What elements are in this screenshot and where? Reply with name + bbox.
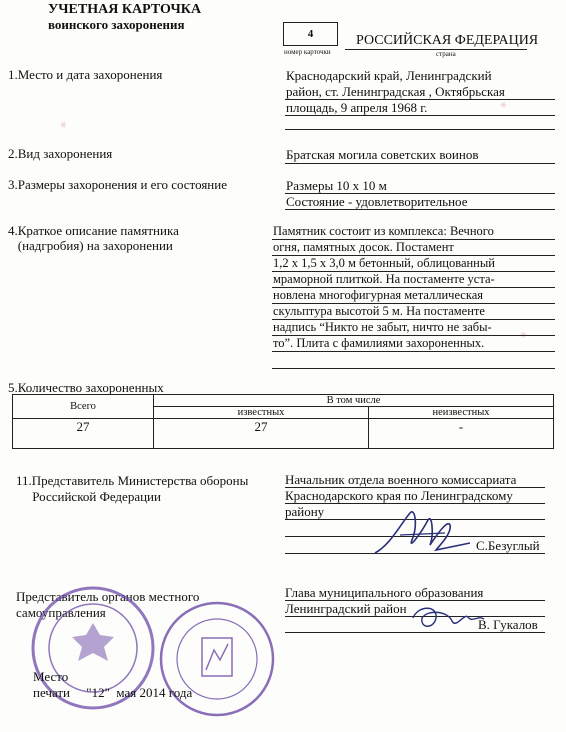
place-line: площадь, 9 апреля 1968 г.	[286, 100, 428, 115]
card-title: УЧЕТНАЯ КАРТОЧКА	[48, 2, 202, 17]
card-number-box	[283, 22, 338, 46]
size-line: Состояние - удовлетворительное	[286, 194, 468, 209]
description-line: надпись “Никто не забыт, ничто не забы-	[273, 320, 492, 334]
count-header-including: В том числе	[154, 395, 554, 407]
rule	[272, 287, 555, 288]
card-number: 4	[307, 28, 314, 40]
watermark: ✶	[57, 118, 70, 132]
description-line: 1,2 х 1,5 х 3,0 м бетонный, облицованный	[273, 256, 495, 270]
place-label: 1.Место и дата захоронения	[8, 67, 163, 82]
kind-label: 2.Вид захоронения	[8, 146, 113, 161]
count-header-unknown: неизвестных	[369, 407, 554, 419]
mod-title-line: Краснодарского края по Ленинградскому	[285, 488, 513, 503]
rule	[285, 115, 555, 116]
description-line: Памятник состоит из комплекса: Вечного	[273, 224, 494, 238]
local-signature	[408, 603, 488, 633]
count-total: 27	[13, 419, 154, 449]
description-line: мраморной плиткой. На постаменте уста-	[273, 272, 495, 286]
count-header-known: известных	[154, 407, 369, 419]
card-subtitle: воинского захоронения	[48, 17, 185, 32]
rule	[272, 335, 555, 336]
rule	[285, 163, 555, 164]
local-label-line: Представитель органов местного	[16, 589, 200, 604]
mod-title-line: району	[285, 504, 325, 519]
local-name: В. Гукалов	[478, 617, 538, 632]
rule	[285, 209, 555, 210]
rule	[272, 271, 555, 272]
rule	[285, 600, 545, 601]
count-unknown: -	[369, 419, 554, 449]
local-label-line: самоуправления	[16, 605, 106, 620]
rule	[285, 193, 555, 194]
description-line: скульптура высотой 5 м. На постаменте	[273, 304, 485, 318]
mod-label-line: Российской Федерации	[16, 489, 161, 504]
rule	[272, 239, 555, 240]
description-label-line: 4.Краткое описание памятника	[8, 223, 179, 238]
country-value: РОССИЙСКАЯ ФЕДЕРАЦИЯ	[356, 33, 539, 48]
stamp-place-label: Место	[33, 669, 69, 684]
kind-value: Братская могила советских воинов	[286, 147, 479, 162]
mod-title-line: Начальник отдела военного комиссариата	[285, 472, 517, 487]
rule	[285, 99, 555, 100]
description-line: то”. Плита с фамилиями захороненных.	[273, 336, 485, 350]
rule	[272, 255, 555, 256]
description-line: новлена многофигурная металлическая	[273, 288, 484, 302]
mod-label-line: 11.Представитель Министерства обороны	[16, 473, 249, 488]
rule	[272, 351, 555, 352]
local-title-line: Ленинградский район	[285, 601, 407, 616]
watermark: ✶	[517, 328, 530, 342]
mod-signature	[370, 505, 480, 560]
rule	[285, 503, 545, 504]
description-value	[273, 224, 558, 359]
municipal-stamp	[158, 600, 276, 718]
description-label-line: (надгробия) на захоронении	[8, 238, 173, 253]
count-label: 5.Количество захороненных	[8, 380, 164, 395]
size-label: 3.Размеры захоронения и его состояние	[8, 177, 227, 192]
card-number-label: номер карточки	[284, 48, 331, 56]
local-title-line: Глава муниципального образования	[285, 585, 484, 600]
rule	[272, 319, 555, 320]
count-header-total: Всего	[13, 395, 154, 419]
mod-name: С.Безуглый	[476, 538, 540, 553]
rule	[285, 487, 545, 488]
rule	[272, 303, 555, 304]
size-line: Размеры 10 х 10 м	[286, 178, 387, 193]
count-known: 27	[154, 419, 369, 449]
watermark: ✶	[497, 98, 510, 112]
description-line: огня, памятных досок. Постамент	[273, 240, 454, 254]
place-value	[286, 68, 554, 128]
rule	[285, 129, 555, 130]
rule	[272, 368, 555, 369]
place-line: район, ст. Ленинградская , Октябрьская	[286, 84, 505, 99]
stamp-date: печати "12" мая 2014 года	[33, 685, 193, 700]
country-label: страна	[436, 50, 456, 58]
place-line: Краснодарский край, Ленинградский	[286, 68, 492, 83]
count-table	[12, 394, 554, 449]
